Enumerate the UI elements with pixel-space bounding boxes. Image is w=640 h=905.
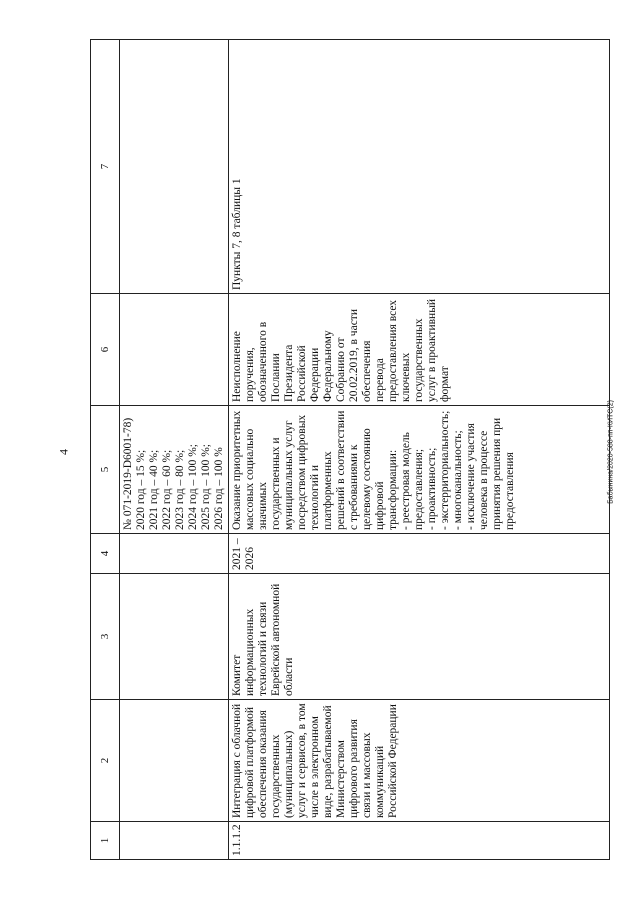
consequences-cell: Неисполнение поручения, обозначенного в Послании Президента Российской Федерации Федеральному Собранию от 20.02.2019, в части обеспечения перевода предоставления всех ключевых государственных услуг в проактивный формат <box>229 294 610 406</box>
cont-cell-2 <box>120 700 229 822</box>
measures-table <box>90 39 610 860</box>
cont-cell-4 <box>120 534 229 574</box>
header-cell-3: 3 <box>91 574 120 700</box>
cont-indicator-line: 2021 год – 40 %; <box>148 449 160 530</box>
cont-indicator-line: 2023 год – 80 %; <box>174 449 186 530</box>
cont-cell-5 <box>120 406 229 534</box>
cont-indicator-line: 2020 год – 15 %; <box>135 449 147 530</box>
header-cell-7: 7 <box>91 40 120 294</box>
header-cell-2: 2 <box>91 700 120 822</box>
cont-indicator-line: № 071-2019-D6001-78) <box>122 417 134 530</box>
cont-cell-6 <box>120 294 229 406</box>
cont-cell-3 <box>120 574 229 700</box>
cont-cell-7 <box>120 40 229 294</box>
header-cell-5: 5 <box>91 406 120 534</box>
header-cell-6: 6 <box>91 294 120 406</box>
table-header-row <box>91 40 120 860</box>
expected-result-cell <box>229 406 610 534</box>
measure-name-cell: Интеграция с облачной цифровой платформой обеспечения оказания государственных (муниципальных) услуг и сервисов, в том числе в электронном виде, разрабатываемой Министерством цифрового развития связи и массовых коммуникаций Российской Федерации <box>229 700 610 822</box>
cont-indicator-line: 2025 год – 100 %; <box>200 444 212 530</box>
indicator-link-cell: Пункты 7, 8 таблицы 1 <box>229 40 610 294</box>
header-cell-4: 4 <box>91 534 120 574</box>
period-cell: 2021 – 2026 <box>229 534 610 574</box>
result-line: - проактивность; <box>426 447 438 530</box>
table-row-1-1-1-2 <box>229 40 610 860</box>
cont-cell-1 <box>120 822 229 860</box>
result-line: - реестровая модель предоставления; <box>400 432 425 530</box>
result-line: - экстерриториальность; <box>439 410 451 530</box>
table-row-continuation <box>120 40 229 860</box>
header-cell-1: 1 <box>91 822 120 860</box>
document-reference-note: Бабынина/2020-588-пп-КИТС(2) <box>607 400 615 504</box>
cont-indicator-line: 2024 год – 100 %; <box>187 444 199 530</box>
page-number: 4 <box>56 449 71 455</box>
result-line: Оказание приоритетных массовых социально значимых государственных и муниципальных услуг посредством цифровых технологий и платформенных решений в соответствии с требованиями к целевому состоянию цифровой трансформации: <box>231 410 399 530</box>
landscape-table-sheet <box>90 40 610 860</box>
row-number-cell: 1.1.1.2 <box>229 822 610 860</box>
cont-indicator-line: 2022 год – 60 %; <box>161 449 173 530</box>
responsible-executor-cell: Комитет информационных технологий и связи Еврейской автономной области <box>229 574 610 700</box>
result-line: - многоканальность; <box>452 430 464 530</box>
cont-indicator-line: 2026 год – 100 % <box>213 447 225 530</box>
result-line: - исключение участия человека в процессе принятия решения при предоставления <box>465 417 516 530</box>
